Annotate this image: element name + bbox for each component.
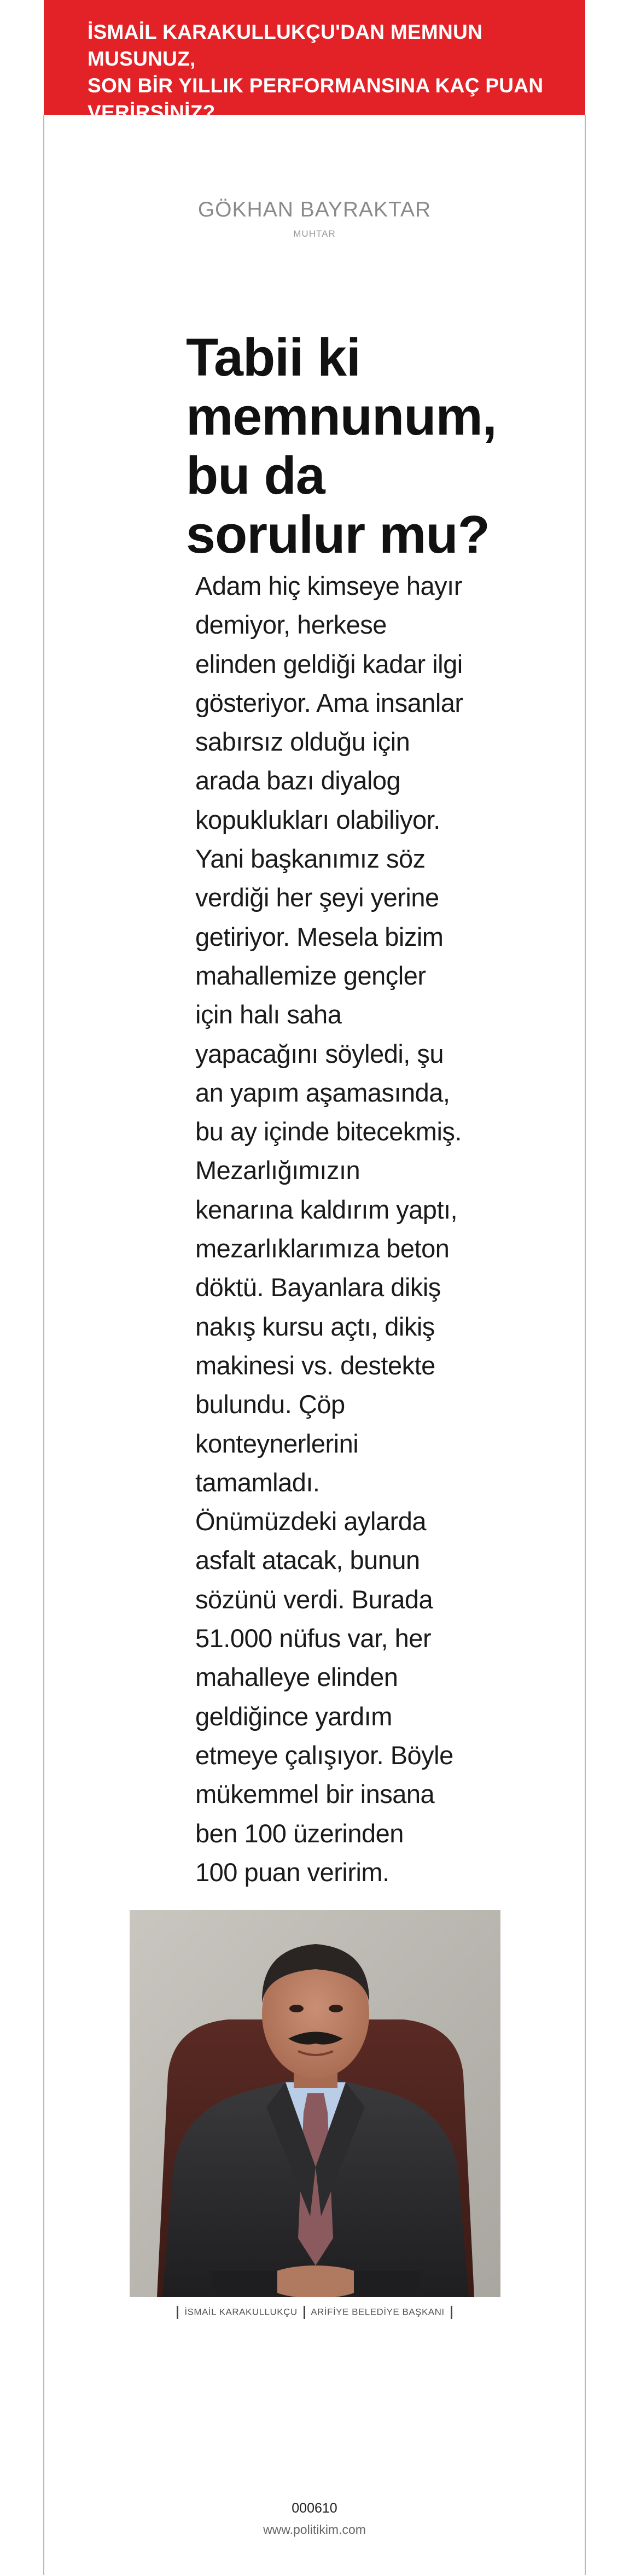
body-line: mahallemize gençler — [195, 961, 426, 990]
author-role: MUHTAR — [293, 229, 336, 239]
body-line: döktü. Bayanlara dikiş — [195, 1273, 441, 1302]
body-line: demiyor, herkese — [195, 610, 387, 640]
left-border-rule — [43, 115, 44, 2575]
body-line: asfalt atacak, bunun — [195, 1545, 420, 1575]
body-line: nakış kursu açtı, dikiş — [195, 1312, 435, 1341]
body-line: Mezarlığımızın — [195, 1156, 360, 1185]
photo-caption — [0, 2306, 629, 2319]
website-link[interactable]: www.politikim.com — [263, 2522, 366, 2537]
body-line: arada bazı diyalog — [195, 766, 401, 795]
body-line: verdiği her şeyi yerine — [195, 883, 439, 912]
article-body — [195, 566, 469, 1892]
caption-title: ARİFİYE BELEDİYE BAŞKANI — [311, 2306, 445, 2317]
body-line: 51.000 nüfus var, her — [195, 1624, 432, 1653]
portrait-photo — [130, 1910, 500, 2297]
page-number: 000610 — [292, 2501, 337, 2516]
body-line: ben 100 üzerinden — [195, 1818, 404, 1848]
body-line: sabırsız olduğu için — [195, 727, 410, 757]
body-line: için halı saha — [195, 1000, 342, 1029]
body-line: getiriyor. Mesela bizim — [195, 922, 444, 951]
body-line: gösteriyor. Ama insanlar — [195, 688, 463, 717]
body-line: mükemmel bir insana — [195, 1779, 435, 1809]
body-line: Adam hiç kimseye hayır — [195, 571, 462, 600]
body-line: konteynerlerini — [195, 1428, 359, 1458]
body-line: an yapım aşamasında, — [195, 1078, 450, 1107]
caption-divider — [451, 2306, 452, 2319]
body-line: Yani başkanımız söz — [195, 844, 426, 874]
caption-divider — [304, 2306, 305, 2319]
headline-line: bu da — [186, 446, 325, 505]
caption-divider — [177, 2306, 178, 2319]
body-line: geldiğince yardım — [195, 1701, 392, 1731]
headline-line: sorulur mu? — [186, 505, 490, 564]
author-name: GÖKHAN BAYRAKTAR — [197, 198, 432, 221]
body-line: sözünü verdi. Burada — [195, 1584, 433, 1614]
question-banner — [44, 0, 585, 124]
body-line: etmeye çalışıyor. Böyle — [195, 1740, 453, 1770]
body-line: mezarlıklarımıza beton — [195, 1234, 450, 1263]
body-line: yapacağını söyledi, şu — [195, 1039, 444, 1068]
body-line: kopuklukları olabiliyor. — [195, 805, 440, 834]
headline — [186, 328, 569, 564]
body-line: Önümüzdeki aylarda — [195, 1507, 427, 1536]
headline-line: memnunum, — [186, 387, 497, 446]
banner-line-3: VERİRSİNİZ? — [88, 101, 216, 124]
body-line: bu ay içinde bitecekmiş. — [195, 1117, 462, 1146]
body-line: elinden geldiği kadar ilgi — [195, 649, 463, 678]
right-border-rule — [585, 115, 586, 2575]
body-line: tamamladı. — [195, 1467, 320, 1497]
headline-line: Tabii ki — [186, 327, 360, 387]
banner-line-2: SON BİR YILLIK PERFORMANSINA KAÇ PUAN — [88, 74, 544, 97]
portrait-illustration — [130, 1910, 500, 2297]
body-line: mahalleye elinden — [195, 1662, 398, 1692]
body-line: bulundu. Çöp — [195, 1390, 345, 1419]
body-line: 100 puan veririm. — [195, 1857, 389, 1887]
caption-name: İSMAİL KARAKULLUKÇU — [184, 2306, 298, 2317]
banner-line-1: İSMAİL KARAKULLUKÇU'DAN MEMNUN MUSUNUZ, — [88, 21, 483, 70]
body-line: makinesi vs. destekte — [195, 1350, 435, 1380]
body-line: kenarına kaldırım yaptı, — [195, 1195, 458, 1224]
